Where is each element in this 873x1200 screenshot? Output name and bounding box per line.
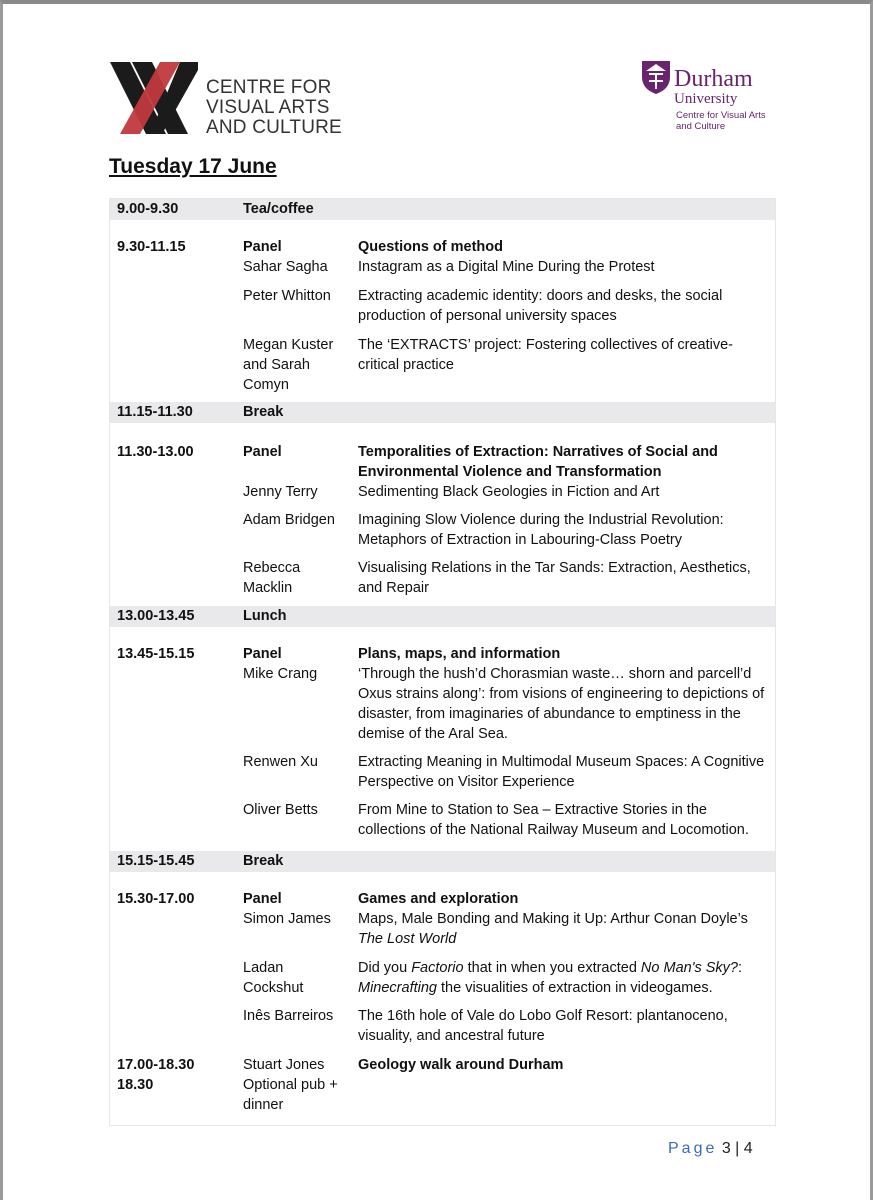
panel3-time: 13.45-15.15 <box>117 646 195 662</box>
panel4-title-1-italic: The Lost World <box>358 931 457 947</box>
break2-label: Break <box>243 853 284 869</box>
panel4-title-2-part-6: Minecrafting <box>358 980 437 996</box>
durham-name: Durham <box>674 66 753 92</box>
panel4-speaker-2: Ladan Cockshut <box>243 960 304 996</box>
panel1-title-3: The ‘EXTRACTS’ project: Fostering collectives of creative-critical practice <box>358 337 733 373</box>
panel4-title-2 <box>358 958 770 998</box>
cvac-line-1: CENTRE FOR <box>206 77 332 98</box>
panel4-title-2-part-4: No Man's Sky? <box>640 960 738 976</box>
panel2-title-3: Visualising Relations in the Tar Sands: Extraction, Aesthetics, and Repair <box>358 560 751 596</box>
durham-university-label: University <box>674 91 738 107</box>
panel2-title-2: Imagining Slow Violence during the Industrial Revolution: Metaphors of Extraction in Labouring-Class Poetry <box>358 512 724 548</box>
panel3-speaker-1: Mike Crang <box>243 666 318 682</box>
panel1-speaker-2: Peter Whitton <box>243 288 331 304</box>
break2-time: 15.15-15.45 <box>117 853 195 869</box>
panel2-kind: Panel <box>243 444 282 460</box>
pub-label: Optional pub + dinner <box>243 1077 338 1113</box>
break1-label: Break <box>243 404 284 420</box>
break2-row <box>110 851 775 872</box>
walk-block <box>110 1055 775 1125</box>
lunch-row <box>110 606 775 627</box>
durham-dept-label <box>676 110 786 132</box>
pub-time: 18.30 <box>117 1077 154 1093</box>
panel2-speaker-2: Adam Bridgen <box>243 512 335 528</box>
walk-time: 17.00-18.30 <box>117 1057 195 1073</box>
tea-row <box>110 199 775 220</box>
break1-time: 11.15-11.30 <box>117 404 193 420</box>
panel2-speaker-1: Jenny Terry <box>243 484 318 500</box>
panel2-theme: Temporalities of Extraction: Narratives of Social and Environmental Violence and Transformation <box>358 444 718 480</box>
panel4-title-2-part-1: Did you <box>358 960 412 976</box>
day-title: Tuesday 17 June <box>109 155 277 178</box>
panel3-speaker-3: Oliver Betts <box>243 802 318 818</box>
panel4-theme: Games and exploration <box>358 891 519 907</box>
cvac-logo-text <box>206 78 342 138</box>
durham-dept-line-2: and Culture <box>676 121 726 132</box>
panel1-speaker-1: Sahar Sagha <box>243 259 328 275</box>
panel3-title-2: Extracting Meaning in Multimodal Museum Spaces: A Cognitive Perspective on Visitor Experience <box>358 754 765 790</box>
walk-speaker: Stuart Jones <box>243 1057 325 1073</box>
panel4-title-3: The 16th hole of Vale do Lobo Golf Resort: plantanoceno, visuality, and ancestral future <box>358 1008 728 1044</box>
panel1-title-2: Extracting academic identity: doors and desks, the social production of personal university spaces <box>358 288 723 324</box>
break1-row <box>110 402 775 423</box>
panel2-title-1: Sedimenting Black Geologies in Fiction and Art <box>358 484 660 500</box>
tea-time: 9.00-9.30 <box>117 201 179 217</box>
panel2-speaker-3: Rebecca Macklin <box>243 560 301 596</box>
panel4-block <box>110 872 775 1055</box>
panel1-title-1: Instagram as a Digital Mine During the Protest <box>358 259 655 275</box>
panel4-title-2-part-2: Factorio <box>411 960 464 976</box>
cvac-line-3: AND CULTURE <box>206 117 342 138</box>
panel4-kind: Panel <box>243 891 282 907</box>
panel2-time: 11.30-13.00 <box>117 444 194 460</box>
panel4-title-1-text: Maps, Male Bonding and Making it Up: Arthur Conan Doyle’s <box>358 911 748 927</box>
cvac-logo <box>110 60 350 138</box>
panel4-speaker-1: Simon James <box>243 911 331 927</box>
walk-title: Geology walk around Durham <box>358 1057 564 1073</box>
panel1-block <box>110 220 775 402</box>
panel1-speaker-3: Megan Kuster and Sarah Comyn <box>243 337 334 393</box>
panel3-title-3: From Mine to Station to Sea – Extractive Stories in the collections of the National Railway Museum and Locomotion. <box>358 802 749 838</box>
panel1-kind: Panel <box>243 239 282 255</box>
cvac-x-mark-icon <box>110 62 198 134</box>
durham-university-logo <box>640 57 790 137</box>
panel1-time: 9.30-11.15 <box>117 239 186 255</box>
panel4-time: 15.30-17.00 <box>117 891 195 907</box>
panel4-title-2-part-7: the visualities of extraction in videogames. <box>436 980 713 996</box>
lunch-label: Lunch <box>243 608 287 624</box>
schedule-table <box>109 198 776 1126</box>
panel3-theme: Plans, maps, and information <box>358 646 561 662</box>
page-num: 3 | 4 <box>721 1140 753 1157</box>
panel1-theme: Questions of method <box>358 239 503 255</box>
tea-label: Tea/coffee <box>243 201 314 217</box>
durham-dept-line-1: Centre for Visual Arts <box>676 110 766 121</box>
panel4-title-2-part-3: that in when you extracted <box>463 960 641 976</box>
durham-crest-icon <box>640 59 672 95</box>
panel4-title-2-part-5: : <box>737 960 743 976</box>
panel3-speaker-2: Renwen Xu <box>243 754 318 770</box>
page-word: Page <box>668 1140 718 1157</box>
panel2-block <box>110 423 775 606</box>
panel4-speaker-3: Inês Barreiros <box>243 1008 334 1024</box>
panel3-kind: Panel <box>243 646 282 662</box>
panel4-title-1 <box>358 909 770 949</box>
panel3-block <box>110 627 775 851</box>
page-number <box>668 1140 753 1158</box>
cvac-line-2: VISUAL ARTS <box>206 97 330 118</box>
lunch-time: 13.00-13.45 <box>117 608 195 624</box>
panel3-title-1: ‘Through the hush’d Chorasmian waste… shorn and parcell’d Oxus strains along’: from visions of engineering to depictions of disaster, from imaginaries of abundance to emptiness in the demise of the Aral Sea. <box>358 666 765 742</box>
